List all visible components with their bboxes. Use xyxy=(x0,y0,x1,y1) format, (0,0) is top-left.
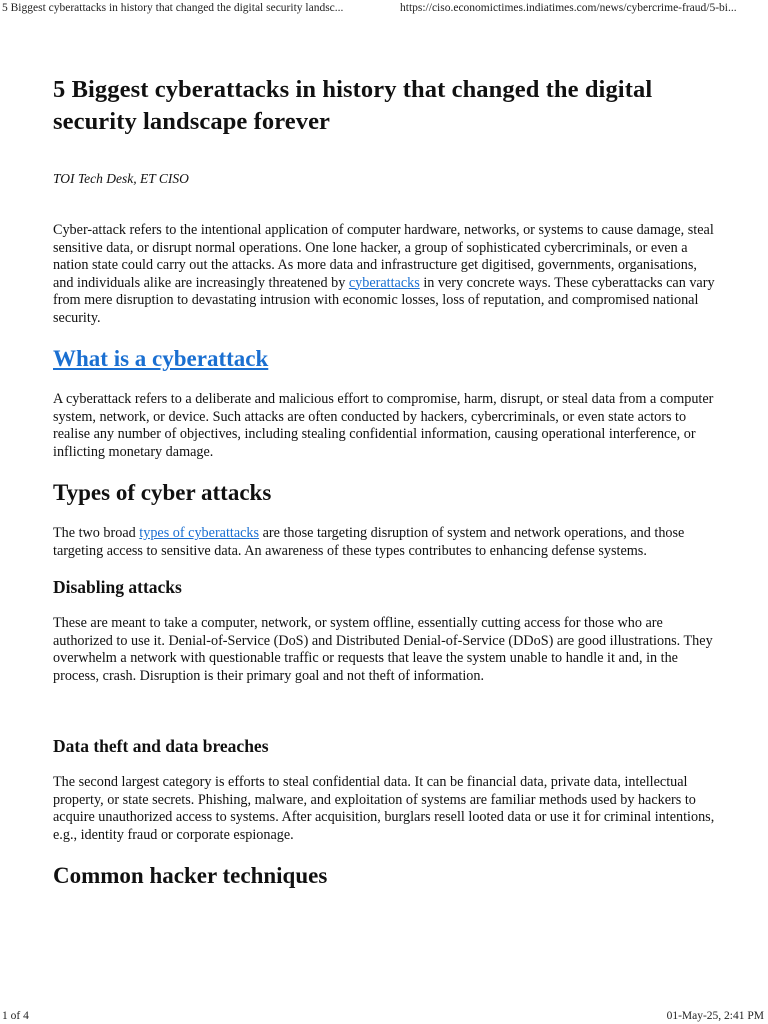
print-header-url: https://ciso.economictimes.indiatimes.com/news/cybercrime-fraud/5-bi... xyxy=(400,2,737,14)
print-header-title: 5 Biggest cyberattacks in history that changed the digital security landsc... xyxy=(2,2,344,14)
print-date: 01-May-25, 2:41 PM xyxy=(666,1010,764,1022)
article xyxy=(53,74,717,890)
disabling-attacks-paragraph: These are meant to take a computer, network, or system offline, essentially cutting access for those who are authorized to use it. Denial-of-Service (DoS) and Distributed Denial-of-Service (DDoS) are good illustrations. They overwhelm a network with questionable traffic or requests that leave the system unable to handle it and, in the process, crash. Disruption is their primary goal and not theft of information. xyxy=(53,615,713,684)
types-of-cyber-attacks-heading: Types of cyber attacks xyxy=(53,480,272,505)
disabling-attacks-heading: Disabling attacks xyxy=(53,577,182,597)
intro-paragraph xyxy=(53,222,717,327)
types-text-before: The two broad xyxy=(53,525,140,541)
print-footer xyxy=(0,1008,768,1024)
types-paragraph xyxy=(53,525,717,560)
common-hacker-techniques-heading: Common hacker techniques xyxy=(53,863,328,888)
what-is-cyberattack-link[interactable]: What is a cyberattack xyxy=(53,346,269,371)
types-of-cyberattacks-link[interactable]: types of cyberattacks xyxy=(139,525,260,541)
print-header xyxy=(0,0,768,18)
intro-text-after: in very concrete ways. These cyberattacks can vary from mere disruption to devastating intrusion with economic losses, loss of reputation, and compromised national security. xyxy=(53,274,715,326)
data-theft-paragraph: The second largest category is efforts to steal confidential data. It can be financial data, private data, intellectual property, or state secrets. Phishing, malware, and exploitation of systems are familiar methods used by hackers to acquire unauthorized access to systems. After acquisition, burglars resell looted data or use it for criminal intentions, e.g., identity fraud or corporate espionage. xyxy=(53,774,715,843)
what-is-cyberattack-paragraph: A cyberattack refers to a deliberate and malicious effort to compromise, harm, disrupt, or steal data from a computer system, network, or device. Such attacks are often conducted by hackers, cybercriminals, or even state actors to realise any number of objectives, including stealing confidential information, causing operational interference, or inflicting monetary damage. xyxy=(53,391,714,460)
what-is-cyberattack-heading xyxy=(53,345,717,373)
cyberattacks-link[interactable]: cyberattacks xyxy=(348,274,420,291)
page-number: 1 of 4 xyxy=(2,1010,29,1022)
types-text-after: are those targeting disruption of system and network operations, and those targeting access to sensitive data. An awareness of these types contributes to enhancing defense systems. xyxy=(53,525,685,559)
article-byline: TOI Tech Desk, ET CISO xyxy=(53,171,189,186)
data-theft-heading: Data theft and data breaches xyxy=(53,736,269,756)
intro-text-before: Cyber-attack refers to the intentional application of computer hardware, networks, or systems to cause damage, steal sensitive data, or disrupt normal operations. One lone hacker, a group of sophisticated cybercriminals, or even a nation state could carry out the attacks. As more data and infrastructure get digitised, governments, organisations, and individuals alike are increasingly threatened by xyxy=(53,222,714,291)
article-title: 5 Biggest cyberattacks in history that changed the digital security landscape forever xyxy=(53,76,653,135)
